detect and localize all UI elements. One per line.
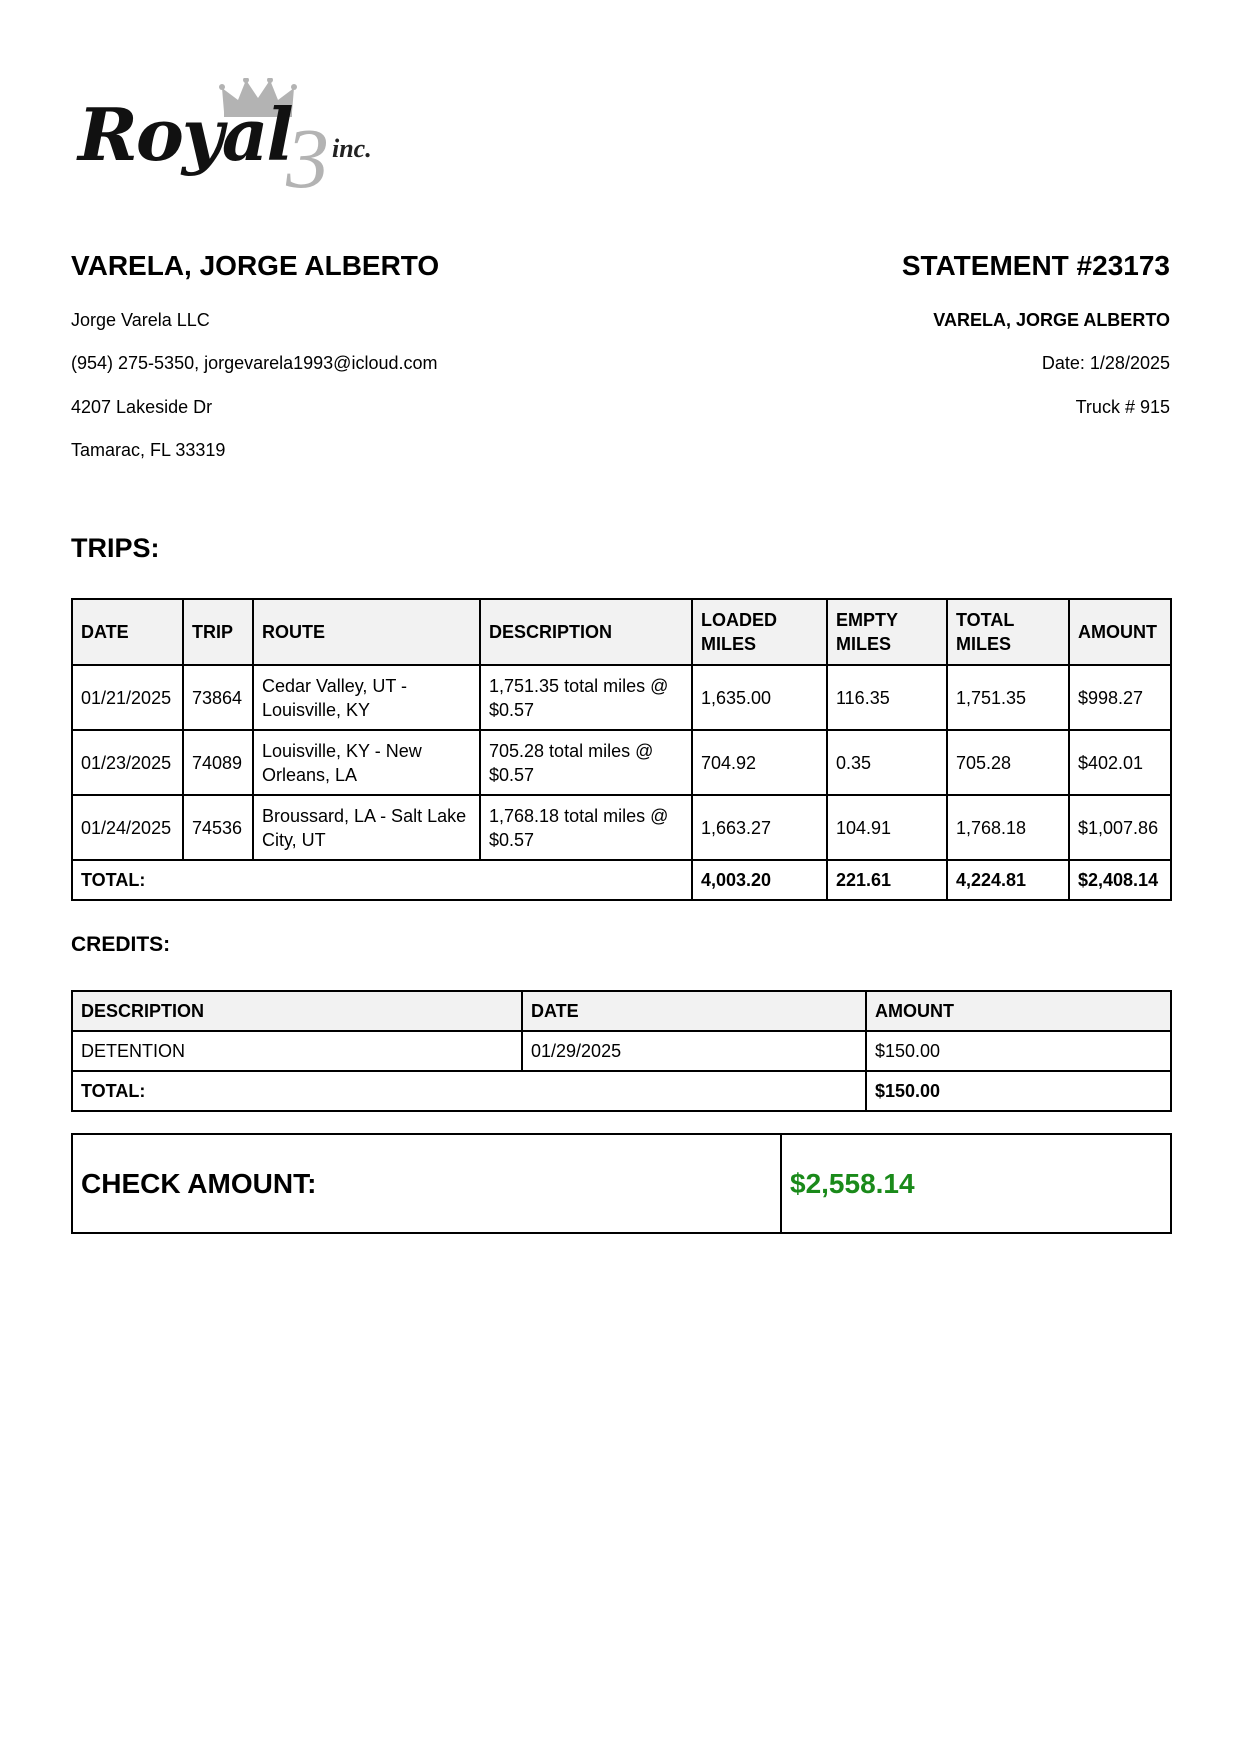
header-trip: TRIP (183, 599, 253, 665)
cell-amount: $150.00 (866, 1031, 1171, 1071)
cell-loaded-miles: 704.92 (692, 730, 827, 795)
driver-address-line2: Tamarac, FL 33319 (71, 440, 226, 460)
table-row (72, 730, 1171, 795)
driver-company: Jorge Varela LLC (71, 310, 210, 330)
cell-trip: 74536 (183, 795, 253, 860)
header-route: ROUTE (253, 599, 480, 665)
cell-amount: $998.27 (1069, 665, 1171, 730)
statement-date: Date: 1/28/2025 (1041, 353, 1170, 373)
table-header-row (72, 599, 1171, 665)
cell-date: 01/23/2025 (72, 730, 183, 795)
cell-description: 1,751.35 total miles @ $0.57 (480, 665, 692, 730)
check-amount-label: CHECK AMOUNT: (72, 1134, 781, 1233)
trips-total-loaded: 4,003.20 (692, 860, 827, 900)
cell-amount: $402.01 (1069, 730, 1171, 795)
check-row (72, 1134, 1171, 1233)
driver-contact: (954) 275-5350, jorgevarela1993@icloud.com (71, 353, 438, 373)
trips-total-label: TOTAL: (72, 860, 692, 900)
trips-total-amount: $2,408.14 (1069, 860, 1171, 900)
table-row (72, 665, 1171, 730)
header-loaded-miles: LOADED MILES (692, 599, 827, 665)
cell-date: 01/24/2025 (72, 795, 183, 860)
header-description: DESCRIPTION (72, 991, 522, 1031)
check-amount-box (71, 1133, 1172, 1234)
cell-trip: 74089 (183, 730, 253, 795)
statement-title: STATEMENT #23173 (901, 250, 1170, 281)
cell-route: Broussard, LA - Salt Lake City, UT (253, 795, 480, 860)
statement-truck: Truck # 915 (1075, 397, 1170, 417)
cell-amount: $1,007.86 (1069, 795, 1171, 860)
cell-empty-miles: 104.91 (827, 795, 947, 860)
trips-total-empty: 221.61 (827, 860, 947, 900)
trips-total-row (72, 860, 1171, 900)
credits-table (71, 990, 1172, 1112)
cell-description: DETENTION (72, 1031, 522, 1071)
credits-total-label: TOTAL: (72, 1071, 866, 1111)
cell-total-miles: 1,751.35 (947, 665, 1069, 730)
cell-total-miles: 705.28 (947, 730, 1069, 795)
header-date: DATE (72, 599, 183, 665)
header-date: DATE (522, 991, 866, 1031)
cell-route: Cedar Valley, UT - Louisville, KY (253, 665, 480, 730)
logo-suffix: inc. (332, 134, 372, 163)
cell-loaded-miles: 1,635.00 (692, 665, 827, 730)
company-logo (78, 78, 378, 206)
cell-empty-miles: 0.35 (827, 730, 947, 795)
cell-description: 705.28 total miles @ $0.57 (480, 730, 692, 795)
check-amount-value: $2,558.14 (781, 1134, 1171, 1233)
credits-total-row (72, 1071, 1171, 1111)
header-empty-miles: EMPTY MILES (827, 599, 947, 665)
credits-total-amount: $150.00 (866, 1071, 1171, 1111)
header-amount: AMOUNT (1069, 599, 1171, 665)
cell-description: 1,768.18 total miles @ $0.57 (480, 795, 692, 860)
cell-loaded-miles: 1,663.27 (692, 795, 827, 860)
cell-trip: 73864 (183, 665, 253, 730)
header-total-miles: TOTAL MILES (947, 599, 1069, 665)
table-row (72, 795, 1171, 860)
trips-total-miles: 4,224.81 (947, 860, 1069, 900)
driver-name-heading: VARELA, JORGE ALBERTO (71, 250, 440, 281)
cell-total-miles: 1,768.18 (947, 795, 1069, 860)
credits-title: CREDITS: (71, 933, 171, 956)
table-row (72, 1031, 1171, 1071)
driver-address-line1: 4207 Lakeside Dr (71, 397, 213, 417)
header-description: DESCRIPTION (480, 599, 692, 665)
cell-date: 01/29/2025 (522, 1031, 866, 1071)
cell-route: Louisville, KY - New Orleans, LA (253, 730, 480, 795)
trips-title: TRIPS: (71, 533, 160, 563)
logo-text: Royal (78, 92, 292, 177)
cell-empty-miles: 116.35 (827, 665, 947, 730)
logo-number: 3 (286, 110, 329, 206)
statement-name: VARELA, JORGE ALBERTO (933, 310, 1170, 330)
table-header-row (72, 991, 1171, 1031)
trips-table (71, 598, 1172, 901)
cell-date: 01/21/2025 (72, 665, 183, 730)
header-amount: AMOUNT (866, 991, 1171, 1031)
